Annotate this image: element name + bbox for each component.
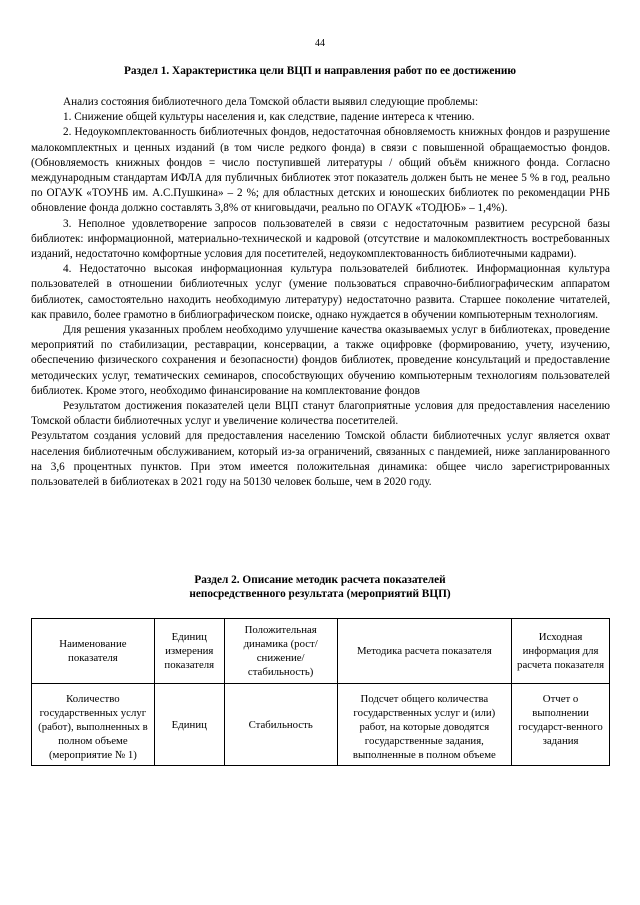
table-header-row — [32, 619, 610, 684]
table-row — [32, 684, 610, 766]
paragraph-result: Результатом достижения показателей цели ВЦП станут благоприятные условия для предоставления населению Томской области библиотечных услуг и увеличение количества посетителей. — [31, 400, 610, 428]
section2-title-line2: непосредственного результата (мероприятий ВЦП) — [189, 588, 451, 600]
paragraph-solution: Для решения указанных проблем необходимо улучшение качества оказываемых услуг в библиотеках, проведение мероприятий по стабилизации, реставрации, консервации, а также оцифровке (формированию, учету, изучению, обеспечению физического сохранения и безопасности) фондов библиотек, проведение консультаций и предоставление методических услуг, тематических семинаров, способствующих обучению компьютерным технологиям пользователей библиотек. Кроме этого, необходимо финансирование на комплектование фондов — [31, 324, 610, 397]
header-source: Исходная информация для расчета показателя — [512, 619, 610, 684]
cell-source: Отчет о выполнении государст-венного задания — [512, 684, 610, 766]
cell-unit: Единиц — [154, 684, 224, 766]
cell-indicator-name: Количество государственных услуг (работ), выполненных в полном объеме (мероприятие № 1) — [32, 684, 155, 766]
section1-body — [31, 95, 610, 490]
section1-title: Раздел 1. Характеристика цели ВЦП и направления работ по ее достижению — [123, 65, 516, 77]
section2-title — [40, 573, 600, 601]
paragraph-problem-1: 1. Снижение общей культуры населения и, как следствие, падение интереса к чтению. — [63, 111, 475, 124]
methods-table — [31, 618, 610, 766]
section2-title-line1: Раздел 2. Описание методик расчета показателей — [194, 574, 446, 586]
page-number: 44 — [315, 38, 325, 49]
cell-dynamics: Стабильность — [224, 684, 337, 766]
paragraph-intro: Анализ состояния библиотечного дела Томской области выявил следующие проблемы: — [63, 96, 479, 108]
paragraph-outcome: Результатом создания условий для предоставления населению Томской области библиотечных услуг является охват населения библиотечным обслуживанием, который из-за ограничений, связанных с пандемией, ниже запланированного на 3,6 процентных пунктов. При этом имеется положительная динамика: общее число зарегистрированных пользователей в библиотеках в 2021 году на 50130 человек больше, чем в 2020 году. — [31, 430, 610, 489]
cell-method: Подсчет общего количества государственных услуг и (или) работ, на которые доводятся государственные задания, выполненные в полном объеме — [337, 684, 512, 766]
header-unit: Единиц измерения показателя — [154, 619, 224, 684]
paragraph-problem-3: 3. Неполное удовлетворение запросов пользователей в связи с недостаточным развитием ресурсной базы библиотек: информационной, материально-технической и кадровой (отсутствие и малокомплектность востребованных изданий, недостаточно комфортные условия для посетителей, недоукомплектованность библиотечными кадрами). — [31, 217, 610, 261]
header-indicator-name: Наименование показателя — [32, 619, 155, 684]
paragraph-problem-4: 4. Недостаточно высокая информационная культура пользователей библиотек. Информационная культура пользователей в отношении библиотечных услуг (умение пользоваться справочно-библиографическим аппаратом библиотек, самостоятельно находить необходимую литературу) недостаточно развита. Старшее поколение читателей, как правило, более грамотно в библиографическом поиске, однако нуждается в обучении компьютерным технологиям. — [31, 263, 610, 321]
header-dynamics: Положительная динамика (рост/снижение/ стабильность) — [224, 619, 337, 684]
paragraph-problem-2: 2. Недоукомплектованность библиотечных фондов, недостаточная обновляемость книжных фондов и разрушение малокомплектных и ценных изданий (в том числе редкого фонда) в связи с повышенной обращаемостью фондов. (Обновляемость книжных фондов = число поступившей литературы / общий объём книжного фонда. Согласно международным стандартам ИФЛА для публичных библиотек этот показатель должен быть не менее 5 % в год, реально по ОГАУК «ТОУНБ им. А.С.Пушкина» – 2 %; для областных детских и юношеских библиотек по рекомендации РНБ обновление фонда должно составлять 3,8% от книговыдачи, реально по ОГАУК «ТОДЮБ» – 1,4%). — [31, 126, 610, 215]
header-method: Методика расчета показателя — [337, 619, 512, 684]
